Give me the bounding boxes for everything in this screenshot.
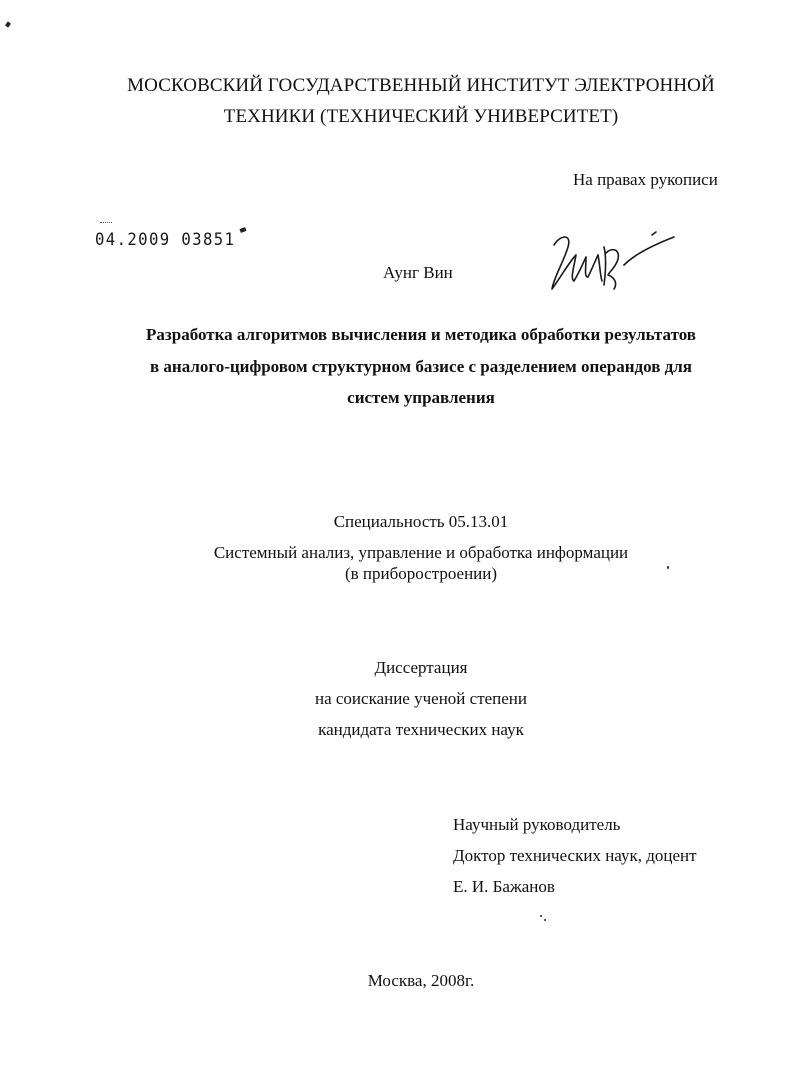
author-name: Аунг Вин — [383, 263, 453, 282]
dissertation-title-line2: в аналого-цифровом структурном базисе с разделением операндов для — [149, 357, 692, 376]
institute-name-line2: ТЕХНИКИ (ТЕХНИЧЕСКИЙ УНИВЕРСИТЕТ) — [223, 106, 619, 127]
specialty-qualifier: (в приборостроении) — [344, 564, 498, 583]
scan-speck — [5, 21, 11, 27]
document-type: Диссертация — [374, 658, 468, 677]
dissertation-title-line3: систем управления — [347, 388, 495, 407]
dissertation-title-line1: Разработка алгоритмов вычисления и методика обработки результатов — [146, 325, 696, 344]
specialty-name: Системный анализ, управление и обработка информации — [213, 543, 629, 562]
specialty-code: Специальность 05.13.01 — [333, 512, 509, 531]
stamp-mark — [100, 222, 112, 225]
library-stamp-number: 04.2009 03851 — [95, 230, 236, 250]
supervisor-role: Научный руководитель — [453, 815, 621, 834]
stamp-mark — [239, 227, 246, 233]
scan-speck — [544, 919, 546, 921]
institute-name-line1: МОСКОВСКИЙ ГОСУДАРСТВЕННЫЙ ИНСТИТУТ ЭЛЕКТРОННОЙ — [127, 75, 715, 96]
place-and-year: Москва, 2008г. — [367, 971, 475, 990]
manuscript-rights-note: На правах рукописи — [573, 170, 718, 189]
scan-speck — [540, 915, 542, 917]
degree-name: кандидата технических наук — [318, 720, 524, 739]
degree-purpose: на соискание ученой степени — [314, 689, 528, 708]
supervisor-title: Доктор технических наук, доцент — [453, 846, 697, 865]
supervisor-name: Е. И. Бажанов — [453, 877, 555, 896]
author-signature — [540, 225, 680, 300]
